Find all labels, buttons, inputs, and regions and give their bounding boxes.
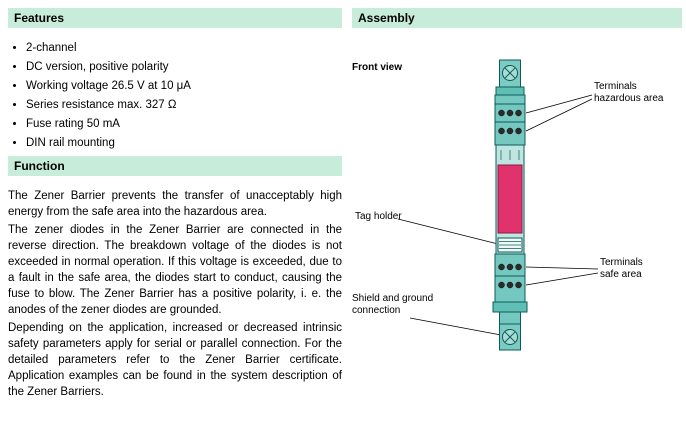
function-paragraph: Depending on the application, increased or decreased intrinsic safety parameters apply for serial or parallel connection. For the detailed parameters refer to the Zener Barrier certificate. Application examples can be found in the system description of the Zener Barriers. bbox=[8, 322, 342, 398]
callout-shield-ground-connection: Shield and ground connection bbox=[352, 293, 434, 316]
label-plate bbox=[498, 165, 522, 233]
assembly-diagram bbox=[352, 38, 682, 423]
callout-tag-holder: Tag holder bbox=[355, 211, 402, 222]
function-title: Function bbox=[14, 159, 65, 173]
function-paragraph: The zener diodes in the Zener Barrier are connected in the reverse direction. The breakdown voltage of the diodes is not exceeded in normal operation. If this voltage is exceeded, due to a fault in the safe area, the diodes start to conduct, causing the fuse to blow. The Zener Barrier has a positive polarity, i. e. the anodes of the zener diodes are grounded. bbox=[8, 224, 342, 316]
terminals-hazardous-block bbox=[495, 95, 525, 145]
assembly-title: Assembly bbox=[358, 11, 415, 25]
feature-item: • DC version, positive polarity bbox=[26, 61, 342, 73]
feature-item: • 2-channel bbox=[26, 42, 342, 54]
assembly-section-header bbox=[352, 8, 682, 28]
function-paragraph: The Zener Barrier prevents the transfer of unacceptably high energy from the safe area into the hazardous area. bbox=[8, 190, 342, 218]
feature-item: • Fuse rating 50 mA bbox=[26, 118, 342, 130]
terminals-safe-block bbox=[495, 254, 525, 302]
device-drawing bbox=[493, 60, 527, 350]
right-column bbox=[352, 8, 682, 423]
din-rail-foot bbox=[493, 302, 527, 312]
callout-terminals-hazardous-area: Terminals hazardous area bbox=[594, 81, 664, 104]
callout-terminals-safe-area: Terminals safe area bbox=[600, 257, 643, 280]
left-column bbox=[8, 8, 342, 402]
function-text bbox=[8, 188, 342, 400]
features-title: Features bbox=[14, 11, 65, 25]
function-section-header bbox=[8, 156, 342, 176]
front-view-label: Front view bbox=[352, 62, 403, 73]
feature-item: • DIN rail mounting bbox=[26, 137, 342, 149]
feature-item: • Series resistance max. 327 Ω bbox=[26, 99, 342, 111]
features-list bbox=[8, 42, 342, 149]
feature-item: • Working voltage 26.5 V at 10 μA bbox=[26, 80, 342, 92]
features-section-header bbox=[8, 8, 342, 28]
